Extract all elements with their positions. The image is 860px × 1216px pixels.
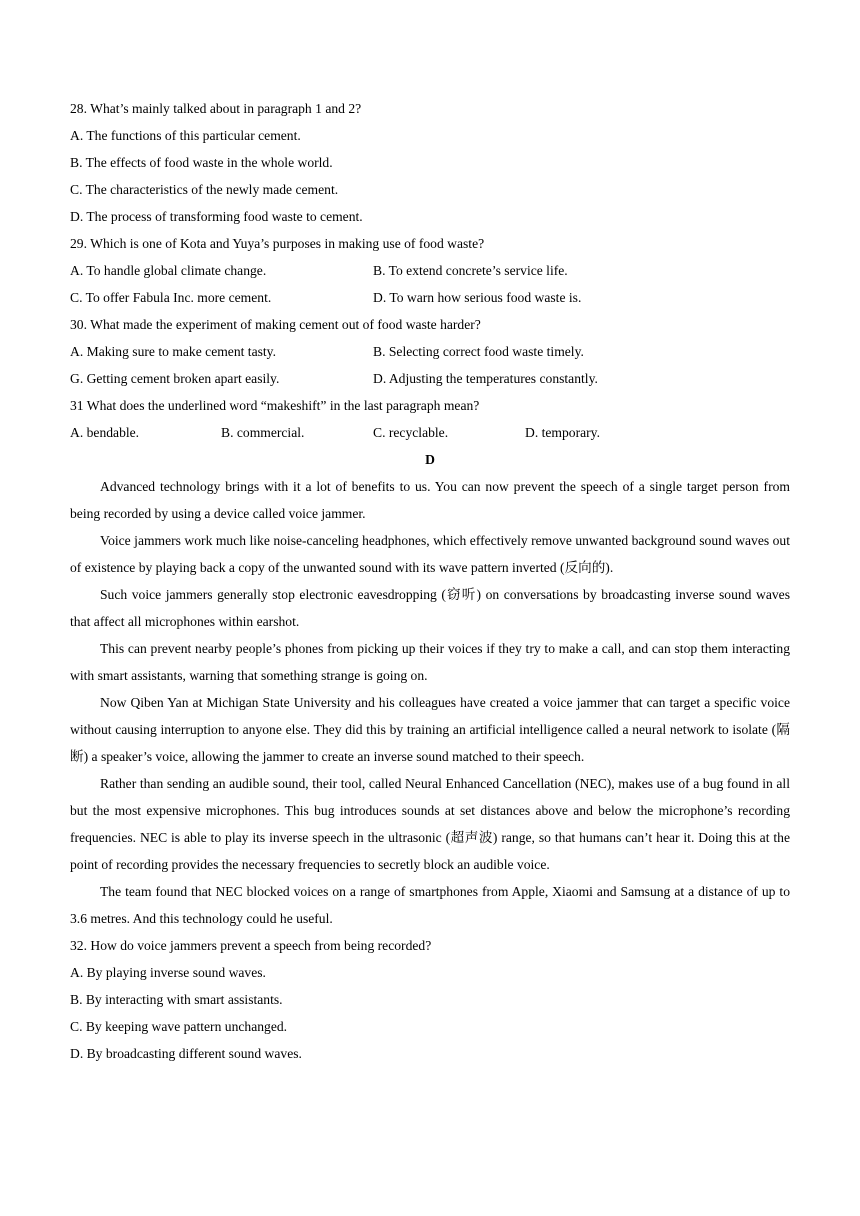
section-d-paragraph-6: Rather than sending an audible sound, their tool, called Neural Enhanced Cancellation (NEC), makes use of a bug found in all but the most expensive microphones. This bug introduces sounds at set distances above and below the microphone’s recording frequencies. NEC is able to play its inverse speech in the ultrasonic (超声波) range, so that humans can’t hear it. Doing this at the point of recording provides the necessary frequencies to secretly block an audible voice.	[70, 776, 790, 872]
question-31-option-b: B. commercial.	[221, 425, 305, 440]
question-32-option-b: B. By interacting with smart assistants.	[70, 992, 283, 1007]
section-d-paragraph-2: Voice jammers work much like noise-canceling headphones, which effectively remove unwanted background sound waves out of existence by playing back a copy of the unwanted sound with its wave pattern inverted (反向的).	[70, 533, 790, 575]
question-31-options-row	[70, 419, 790, 446]
question-30-options-row-2	[70, 365, 790, 392]
question-32-stem: 32. How do voice jammers prevent a speech from being recorded?	[70, 938, 432, 953]
section-d-paragraph-7: The team found that NEC blocked voices on a range of smartphones from Apple, Xiaomi and Samsung at a distance of up to 3.6 metres. And this technology could he useful.	[70, 884, 790, 926]
question-30-option-c: G. Getting cement broken apart easily.	[70, 371, 280, 386]
question-28-option-c: C. The characteristics of the newly made cement.	[70, 182, 339, 197]
question-32-option-a: A. By playing inverse sound waves.	[70, 965, 266, 980]
question-29-option-d: D. To warn how serious food waste is.	[373, 290, 582, 305]
question-32-option-d: D. By broadcasting different sound waves.	[70, 1046, 302, 1061]
question-31-option-a: A. bendable.	[70, 425, 140, 440]
section-d-paragraph-3: Such voice jammers generally stop electronic eavesdropping (窃听) on conversations by broadcasting inverse sound waves that affect all microphones within earshot.	[70, 587, 790, 629]
page-content	[70, 95, 790, 1067]
question-29-option-c: C. To offer Fabula Inc. more cement.	[70, 290, 272, 305]
question-30-option-d: D. Adjusting the temperatures constantly.	[373, 371, 598, 386]
section-d-paragraph-1: Advanced technology brings with it a lot of benefits to us. You can now prevent the speech of a single target person from being recorded by using a device called voice jammer.	[70, 479, 790, 521]
question-31-option-d: D. temporary.	[525, 425, 600, 440]
section-d-heading: D	[425, 452, 435, 467]
question-29-stem: 29. Which is one of Kota and Yuya’s purposes in making use of food waste?	[70, 236, 485, 251]
question-31-option-c: C. recyclable.	[373, 425, 449, 440]
question-29-options-row-2	[70, 284, 790, 311]
section-d-paragraph-4: This can prevent nearby people’s phones from picking up their voices if they try to make a call, and can stop them interacting with smart assistants, warning that something strange is going on.	[70, 641, 790, 683]
question-29-option-b: B. To extend concrete’s service life.	[373, 263, 568, 278]
question-30-option-a: A. Making sure to make cement tasty.	[70, 344, 276, 359]
question-28-option-a: A. The functions of this particular cement.	[70, 128, 301, 143]
question-31-stem: 31 What does the underlined word “makeshift” in the last paragraph mean?	[70, 398, 480, 413]
question-32-option-c: C. By keeping wave pattern unchanged.	[70, 1019, 288, 1034]
question-28-option-d: D. The process of transforming food waste to cement.	[70, 209, 363, 224]
question-28-stem: 28. What’s mainly talked about in paragraph 1 and 2?	[70, 101, 362, 116]
question-29-option-a: A. To handle global climate change.	[70, 263, 267, 278]
question-28-option-b: B. The effects of food waste in the whole world.	[70, 155, 333, 170]
section-d-paragraph-5: Now Qiben Yan at Michigan State University and his colleagues have created a voice jammer that can target a specific voice without causing interruption to anyone else. They did this by training an artificial intelligence called a neural network to isolate (隔断) a speaker’s voice, allowing the jammer to create an inverse sound matched to their speech.	[70, 695, 790, 764]
question-30-stem: 30. What made the experiment of making cement out of food waste harder?	[70, 317, 481, 332]
question-30-options-row-1	[70, 338, 790, 365]
question-29-options-row-1	[70, 257, 790, 284]
question-30-option-b: B. Selecting correct food waste timely.	[373, 344, 584, 359]
